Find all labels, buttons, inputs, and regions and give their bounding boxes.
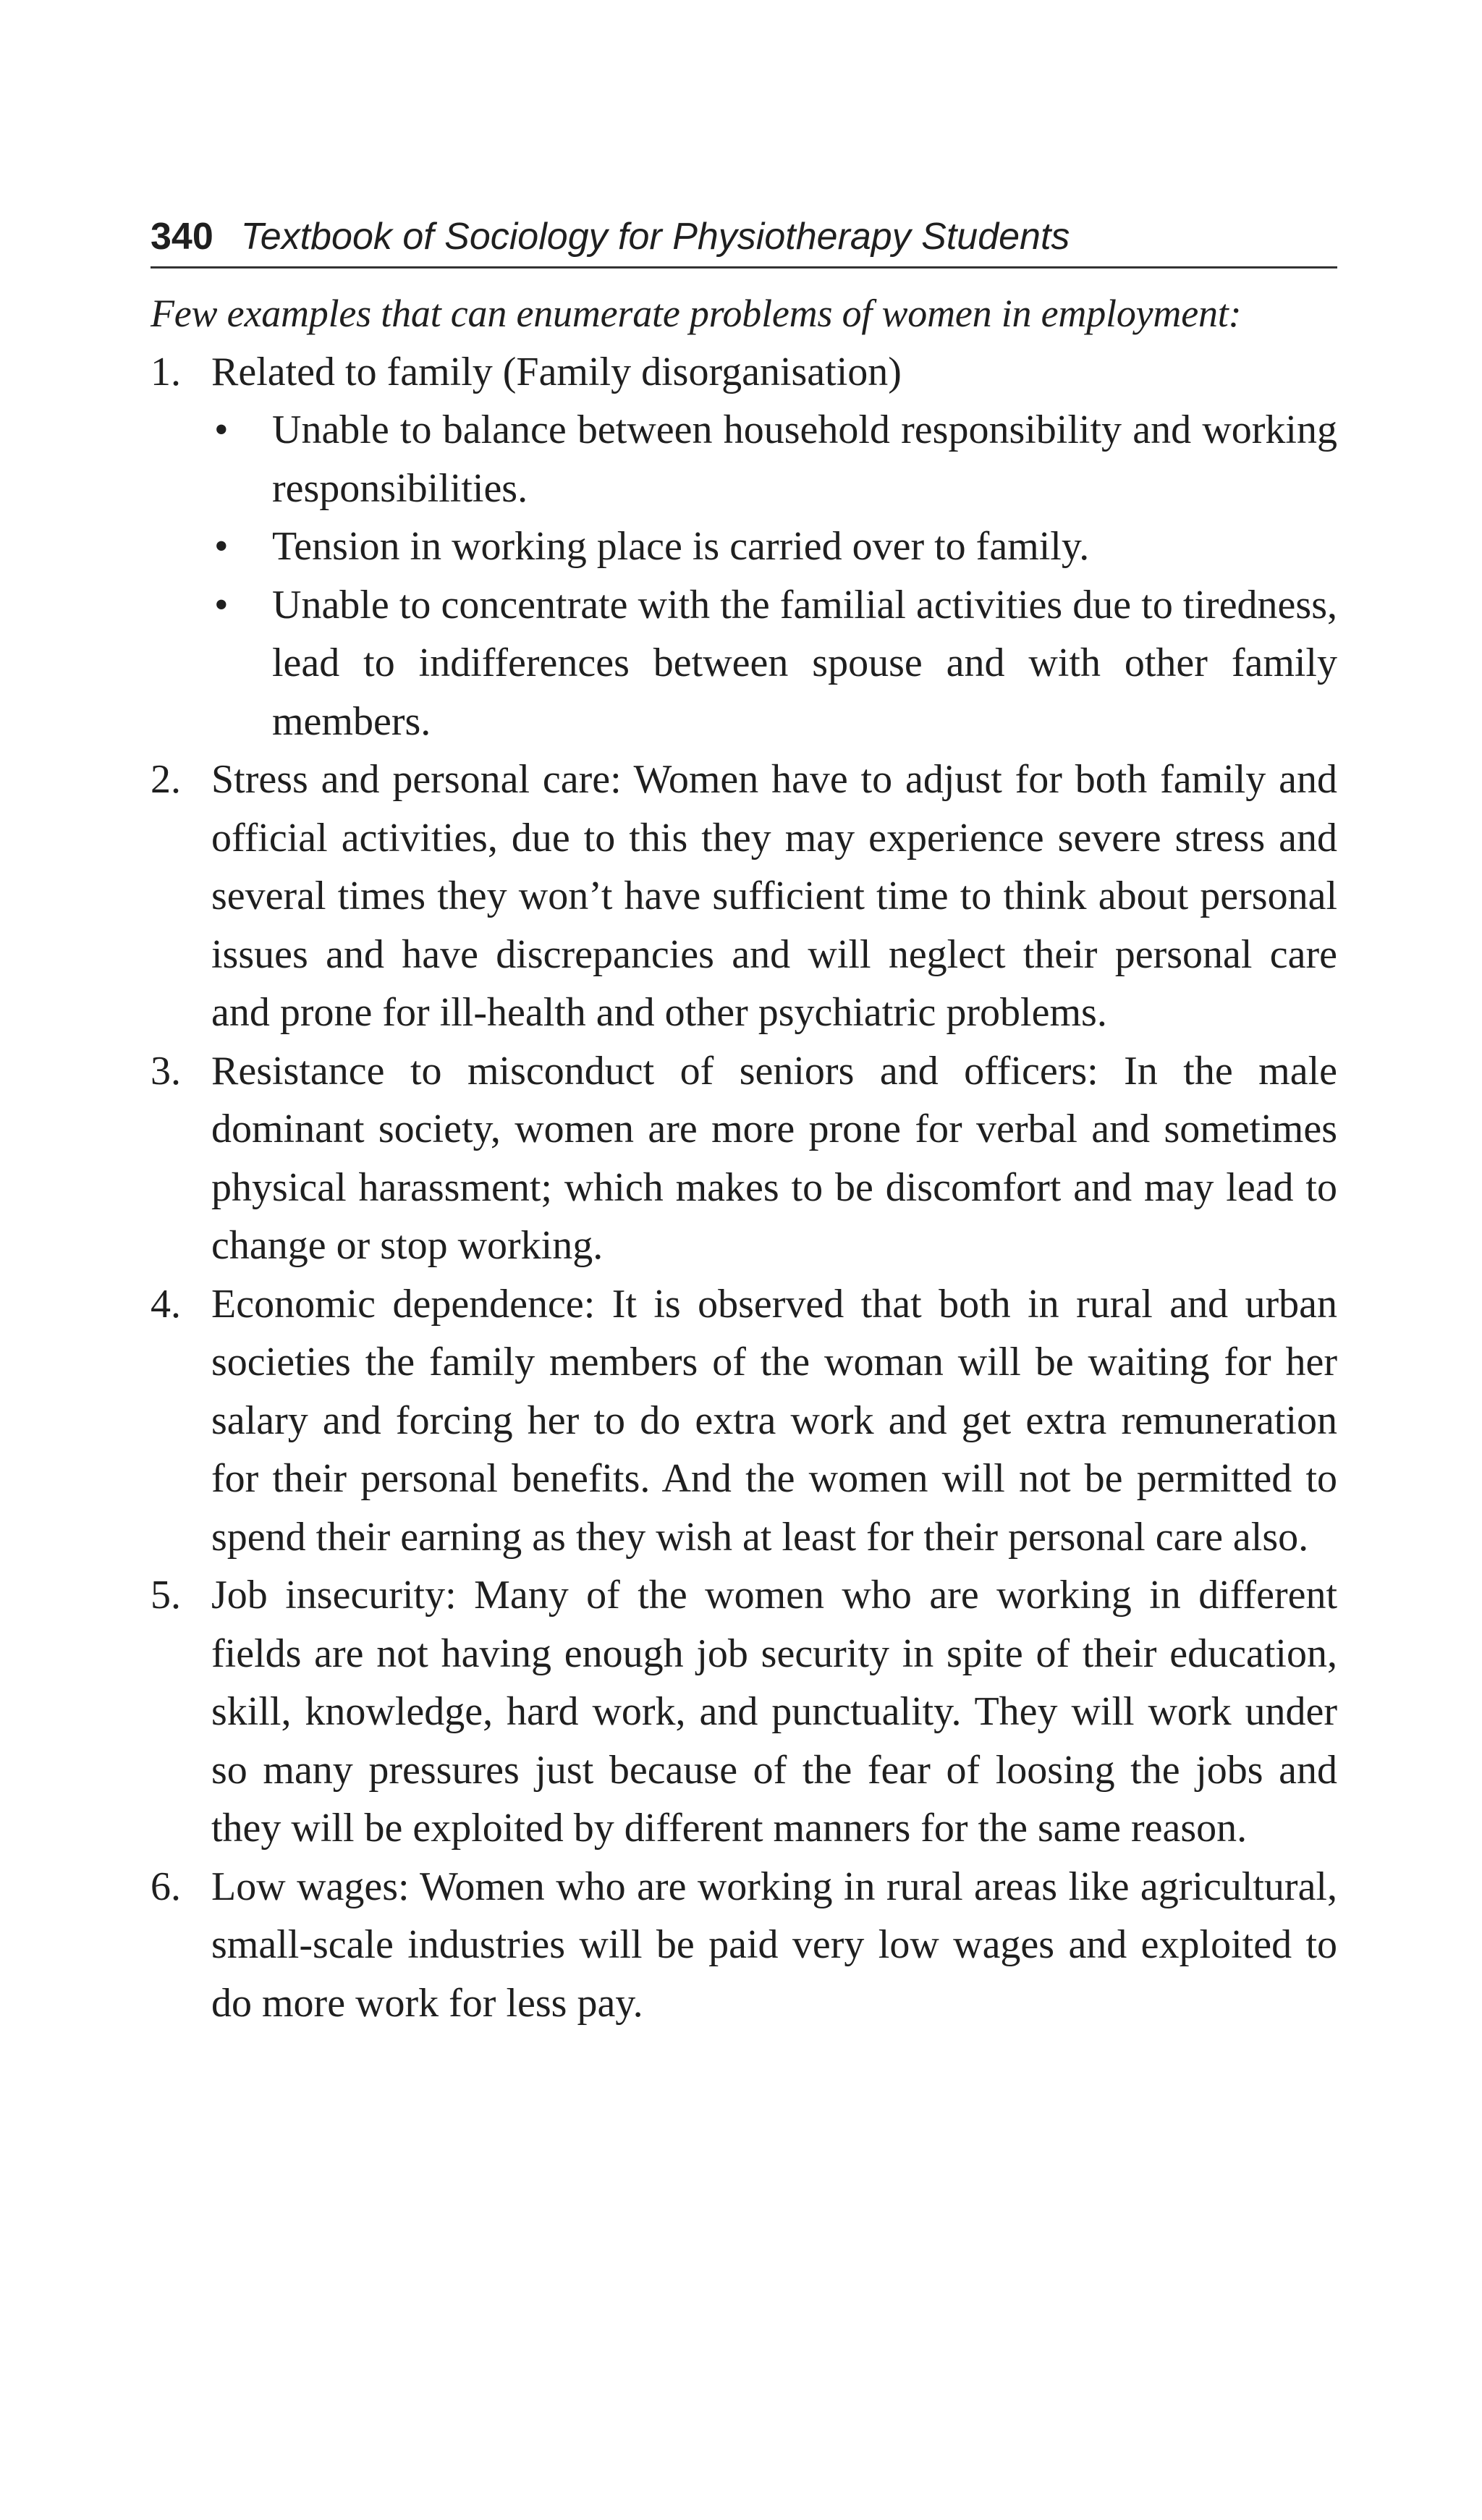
item-text: Low wages: Women who are working in rural areas like agricultural, small-scale industries will be paid very low wages and exploited to do more work for less pay. bbox=[211, 1864, 1337, 2026]
bullet-icon: • bbox=[214, 407, 229, 452]
item-number: 4. bbox=[151, 1281, 181, 1327]
bullet-icon: • bbox=[214, 582, 229, 627]
bullet-item bbox=[211, 517, 1337, 576]
page-number: 340 bbox=[151, 216, 213, 258]
list-item bbox=[151, 1042, 1337, 1275]
list-item bbox=[151, 750, 1337, 1042]
item-text: Job insecurity: Many of the women who are working in different fields are not having enough job security in spite of their education, skill, knowledge, hard work, and punctuality. They will work under so many pressures just because of the fear of loosing the jobs and they will be exploited by different manners for the same reason. bbox=[211, 1573, 1337, 1851]
item-number: 2. bbox=[151, 757, 181, 802]
page bbox=[151, 214, 1337, 2032]
item-number: 1. bbox=[151, 349, 181, 394]
bullet-text: Tension in working place is carried over to family. bbox=[272, 524, 1090, 569]
list-item bbox=[151, 343, 1337, 751]
item-text: Resistance to misconduct of seniors and officers: In the male dominant society, women are more prone for verbal and sometimes physical harassment; which makes to be discomfort and may lead to change or stop working. bbox=[211, 1048, 1337, 1268]
item-number: 6. bbox=[151, 1864, 181, 1909]
numbered-list bbox=[151, 343, 1337, 2033]
item-number: 5. bbox=[151, 1573, 181, 1618]
list-item bbox=[151, 1858, 1337, 2033]
bullet-icon: • bbox=[214, 524, 229, 569]
item-text: Economic dependence: It is observed that both in rural and urban societies the family members of the woman will be waiting for her salary and forcing her to do extra work and get extra remuneration for their personal benefits. And the women will not be permitted to spend their earning as they wish at least for their personal care also. bbox=[211, 1281, 1337, 1560]
running-head bbox=[151, 214, 1337, 269]
book-title: Textbook of Sociology for Physiotherapy Students bbox=[240, 216, 1070, 258]
bullet-item bbox=[211, 401, 1337, 517]
bullet-text: Unable to concentrate with the familial activities due to tiredness, lead to indifferences between spouse and with other family members. bbox=[272, 582, 1337, 744]
item-text: Related to family (Family disorganisation) bbox=[211, 349, 902, 394]
item-text: Stress and personal care: Women have to adjust for both family and official activities, due to this they may experience severe stress and several times they won’t have sufficient time to think about personal issues and have discrepancies and will neglect their personal care and prone for ill-health and other psychiatric problems. bbox=[211, 757, 1337, 1035]
body-text bbox=[151, 284, 1337, 2032]
intro-sentence: Few examples that can enumerate problems of women in employment: bbox=[151, 292, 1242, 335]
bullet-text: Unable to balance between household responsibility and working responsibilities. bbox=[272, 407, 1337, 511]
bullet-item bbox=[211, 576, 1337, 751]
bullet-list bbox=[211, 401, 1337, 750]
list-item bbox=[151, 1275, 1337, 1567]
item-number: 3. bbox=[151, 1048, 181, 1094]
list-item bbox=[151, 1566, 1337, 1858]
